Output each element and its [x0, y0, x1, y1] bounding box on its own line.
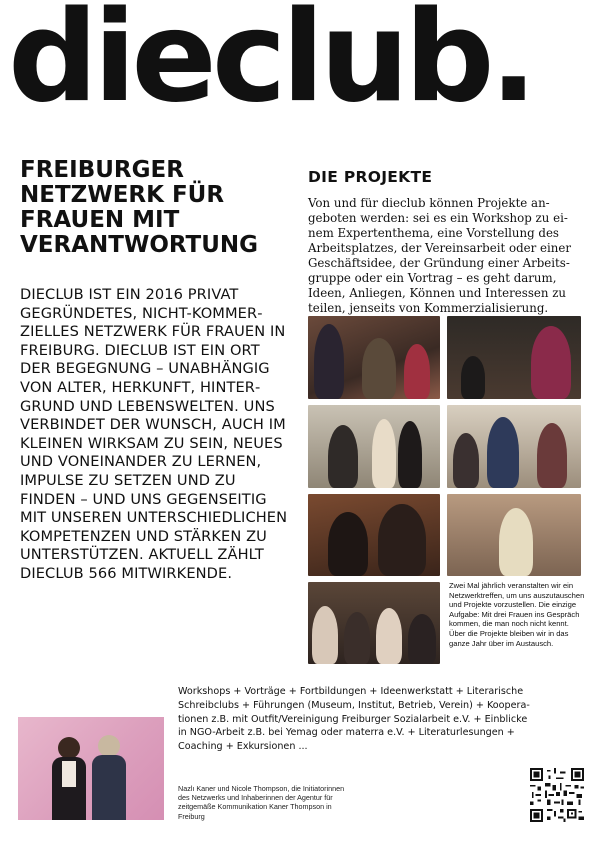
activities-text: Workshops + Vorträge + Fortbildungen + Ideenwerkstatt + Literarische Schreibclubs + Führungen (Museum, Institut, Betrieb, Verein) + Kooperationen z.B. mit Outfit/Vereinigung Freiburger Sozialarbeit e.V. + Einblicke in NGO-Arbeit z.B. bei Yemag oder materra e.V. + Literaturlesungen + Coaching + Exkursionen ...: [178, 686, 530, 753]
event-photo-2: [447, 316, 581, 399]
event-photo-3: [308, 405, 440, 488]
founders-caption: Nazlı Kaner und Nicole Thompson, die Initiatorinnen des Netzwerks und Inhaberinnen der Agentur für zeitgemäße Kommunikation Kaner Thompson in Freiburg: [178, 784, 345, 821]
event-photo-6: [447, 494, 581, 576]
intro-text: DIECLUB IST EIN 2016 PRIVAT GEGRÜNDETES, NICHT-KOMMERZIELLES NETZWERK FÜR FRAUEN IN FREIBURG. DIECLUB IST EIN ORT DER BEGEGNUNG – UNABHÄNGIG VON ALTER, HERKUNFT, HINTERGRUND UND LEBENSWELTEN. UNS VERBINDET DER WUNSCH, AUCH IM KLEINEN WIRKSAM ZU SEIN, NEUES UND VONEINANDER ZU LERNEN, IMPULSE ZU SETZEN UND ZU FINDEN – UND UNS GEGENSEITIG MIT UNSEREN UNTERSCHIEDLICHEN KOMPETENZEN UND STÄRKEN ZU UNTERSTÜTZEN. AKTUELL ZÄHLT DIECLUB 566 MITWIRKENDE.: [20, 286, 288, 582]
event-photo-1: [308, 316, 440, 399]
qr-code-icon[interactable]: [530, 768, 584, 822]
event-photo-4: [447, 405, 581, 488]
projects-text: Von und für dieclub können Projekte angeboten werden: sei es ein Workshop zu einem Expertenthema, eine Vorstellung des Arbeitsplatzes, der Vereinsarbeit oder einer Geschäftsidee, der Gründung einer Arbeitsgruppe oder ein Vortrag – es geht darum, Ideen, Anliegen, Können und Interessen zu teilen, jenseits von Kommerzialisierung.: [308, 196, 571, 315]
event-photo-7: [308, 582, 440, 664]
projects-title: DIE PROJEKTE: [308, 168, 433, 186]
photo-caption: Zwei Mal jährlich veranstalten wir ein Netzwerktreffen, um uns auszutauschen und Projekte vorzustellen. Die einzige Aufgabe: Mit drei Frauen ins Gespräch kommen, die man noch nicht kennt. Über die Projekte bleiben wir in das ganze Jahr über im Austausch.: [449, 581, 585, 648]
founders-photo: [18, 717, 164, 820]
headline: FREIBURGER NETZWERK FÜR FRAUEN MIT VERANTWORTUNG: [20, 157, 259, 258]
event-photo-5: [308, 494, 440, 576]
dieclub-logo: dieclub.: [8, 0, 533, 130]
